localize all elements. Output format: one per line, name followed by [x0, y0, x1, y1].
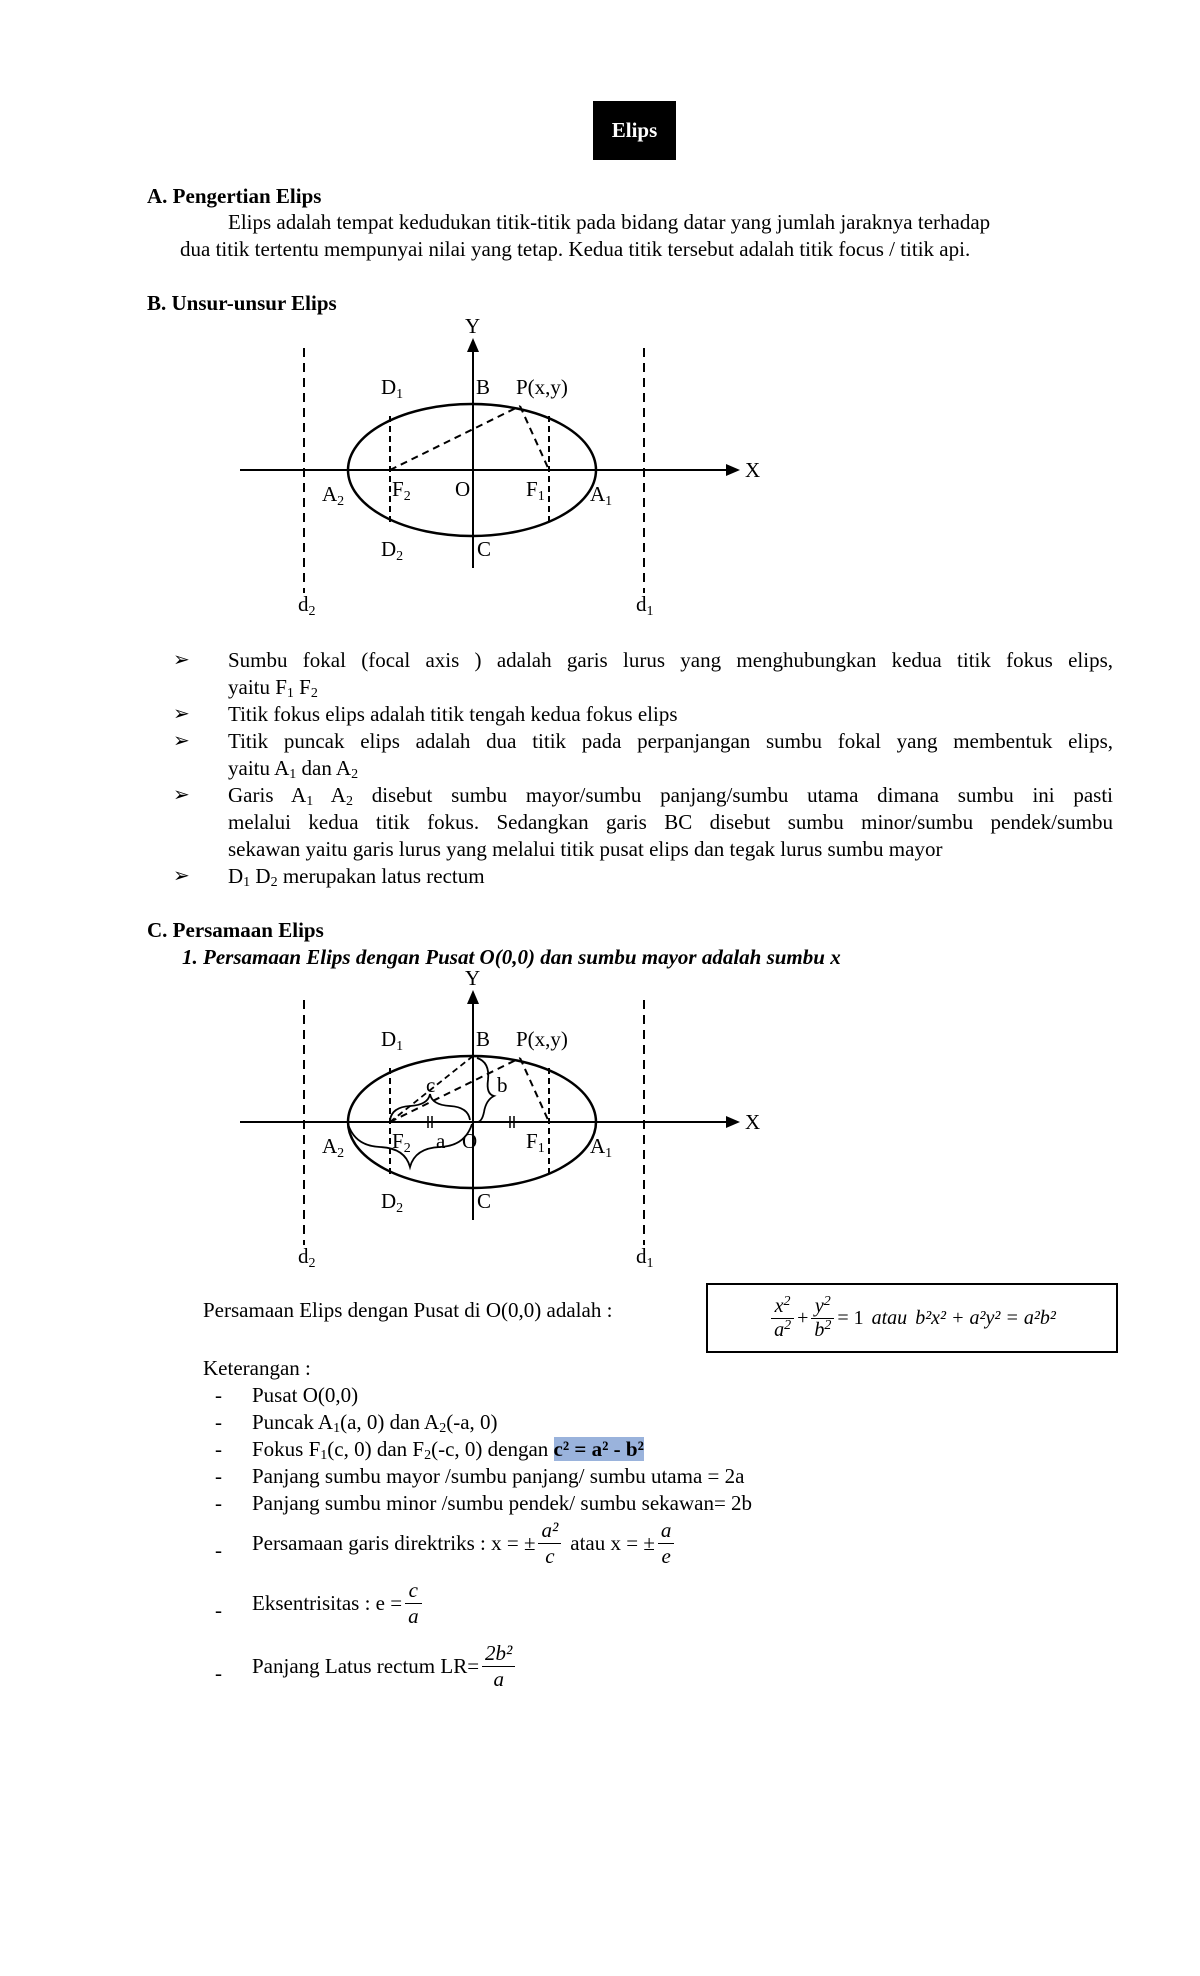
section-a-line2: dua titik tertentu mempunyai nilai yang tetap. Kedua titik tersebut adalah titik focus / titik api. [180, 237, 971, 261]
equation-intro: Persamaan Elips dengan Pusat di O(0,0) adalah : [203, 1298, 613, 1322]
label-b: B [476, 1027, 491, 1051]
y-axis-arrow [467, 990, 479, 1004]
bullet-3: Titik puncak elips adalah dua titik pada perpanjangan sumbu fokal yang membentuk elips, yaitu $A_1$ dan $A_2$ [228, 729, 1113, 782]
fraction-x2-a2: $\frac{x^2}{a^2}$ [771, 1295, 794, 1342]
bullet-5: $D_1$ $D_2$ merupakan latus rectum [228, 864, 485, 890]
dash-marker: - [215, 1410, 222, 1434]
dash-marker: - [215, 1437, 222, 1461]
section-a-heading: A. Pengertian Elips [147, 184, 322, 208]
keterangan-2: Puncak $A_1(a$, 0) dan $A_2(-a$, 0) [252, 1410, 498, 1436]
equation-box: $\frac{x^2}{a^2}$ + $\frac{y^2}{b^2}$ = 1 atau b²x² + a²y² = a²b² [706, 1283, 1118, 1353]
section-a-line1: Elips adalah tempat kedudukan titik-titik pada bidang datar yang jumlah jaraknya terhadap [228, 210, 991, 234]
focal-radius-1 [390, 406, 520, 470]
x-axis-arrow [726, 1116, 740, 1128]
label-dir1: d1 [636, 592, 654, 619]
label-a2: A2 [322, 482, 345, 509]
fraction-y2-b2: $\frac{y^2}{b^2}$ [811, 1295, 834, 1342]
bullet-arrow-icon: ➢ [173, 784, 190, 806]
bullet-arrow-icon: ➢ [173, 649, 190, 671]
label-c: C [477, 537, 492, 561]
bullet-arrow-icon: ➢ [173, 703, 190, 725]
section-c-subheading: 1. Persamaan Elips dengan Pusat O(0,0) dan sumbu mayor adalah sumbu x [182, 945, 841, 969]
bullet-1: Sumbu fokal (focal axis ) adalah garis lurus yang menghubungkan kedua titik fokus elips, yaitu $F_1$ $F_2$ [228, 648, 1113, 701]
label-dir1: d1 [636, 1244, 654, 1271]
bullet-arrow-icon: ➢ [173, 865, 190, 887]
highlighted-formula: c² = a² - b² [553, 1437, 644, 1461]
label-d1: D1 [381, 375, 404, 402]
label-d2: D2 [381, 1189, 404, 1216]
dash-marker: - [215, 1491, 222, 1515]
keterangan-label: Keterangan : [203, 1356, 311, 1380]
label-seg-a: a [436, 1129, 446, 1153]
bullet-4: Garis $A_1$ $A_2$ disebut sumbu mayor/sumbu panjang/sumbu utama dimana sumbu ini pasti melalui kedua titik fokus. Sedangkan garis BC disebut sumbu minor/sumbu pendek/sumbu sekawan yaitu garis lurus yang melalui titik pusat elips dan tegak lurus sumbu mayor [228, 783, 1114, 861]
section-c-heading: C. Persamaan Elips [147, 918, 324, 942]
ellipse-diagram-1 [0, 310, 1200, 620]
section-b-heading: B. Unsur-unsur Elips [147, 291, 337, 315]
label-d2: D2 [381, 537, 404, 564]
label-o: O [462, 1129, 478, 1153]
y-axis-arrow [467, 338, 479, 352]
keterangan-5: Panjang sumbu minor /sumbu pendek/ sumbu sekawan= 2b [252, 1491, 753, 1515]
dash-marker: - [215, 1464, 222, 1488]
label-p: P(x,y) [516, 1027, 568, 1051]
dash-marker: - [215, 1383, 222, 1407]
label-p: P(x,y) [516, 375, 568, 399]
brace-b [477, 1058, 494, 1122]
label-y: Y [465, 314, 481, 338]
label-d1: D1 [381, 1027, 404, 1054]
label-dir2: d2 [298, 1244, 316, 1271]
ellipse-diagram-2 [0, 962, 1200, 1272]
label-y: Y [465, 966, 481, 990]
label-seg-b: b [497, 1073, 508, 1097]
keterangan-7: Eksentrisitas : e = $\frac{c}{a}$ [252, 1578, 425, 1629]
label-o: O [455, 477, 471, 501]
label-f2: F2 [392, 477, 411, 504]
keterangan-3: Fokus $F_1(c$, 0) dan $F_2(-c$, 0) dengan c² = a² - b² [252, 1437, 644, 1463]
label-a1: A1 [590, 1134, 613, 1161]
keterangan-4: Panjang sumbu mayor /sumbu panjang/ sumbu utama = 2a [252, 1464, 745, 1488]
fraction-a-e: $\frac{a}{e}$ [658, 1518, 675, 1569]
keterangan-8: Panjang Latus rectum LR= $\frac{\text{2b²}}{a}$ [252, 1641, 518, 1692]
label-x: X [745, 1110, 761, 1134]
bullet-arrow-icon: ➢ [173, 730, 190, 752]
dash-marker: - [215, 1598, 222, 1622]
label-b: B [476, 375, 491, 399]
label-f2: F2 [392, 1129, 411, 1156]
keterangan-1: Pusat O(0,0) [252, 1383, 359, 1407]
page-title: Elips [593, 101, 676, 160]
x-axis-arrow [726, 464, 740, 476]
fraction-2b2-a: $\frac{\text{2b²}}{a}$ [482, 1641, 515, 1692]
fraction-c-a: $\frac{c}{a}$ [405, 1578, 422, 1629]
label-a2: A2 [322, 1134, 345, 1161]
bullet-2: Titik fokus elips adalah titik tengah kedua fokus elips [228, 702, 678, 726]
fraction-a2-c: $\frac{\text{a²}}{c}$ [538, 1518, 561, 1569]
label-a1: A1 [590, 482, 613, 509]
label-c: C [477, 1189, 492, 1213]
label-f1: F1 [526, 1129, 545, 1156]
label-dir2: d2 [298, 592, 316, 619]
label-x: X [745, 458, 761, 482]
keterangan-6: Persamaan garis direktriks : x = ± $\frac{\text{a²}}{c}$ atau x = ± $\frac{a}{e}$ [252, 1518, 677, 1569]
dash-marker: - [215, 1661, 222, 1685]
label-seg-c: c [426, 1073, 436, 1097]
label-f1: F1 [526, 477, 545, 504]
dash-marker: - [215, 1538, 222, 1562]
